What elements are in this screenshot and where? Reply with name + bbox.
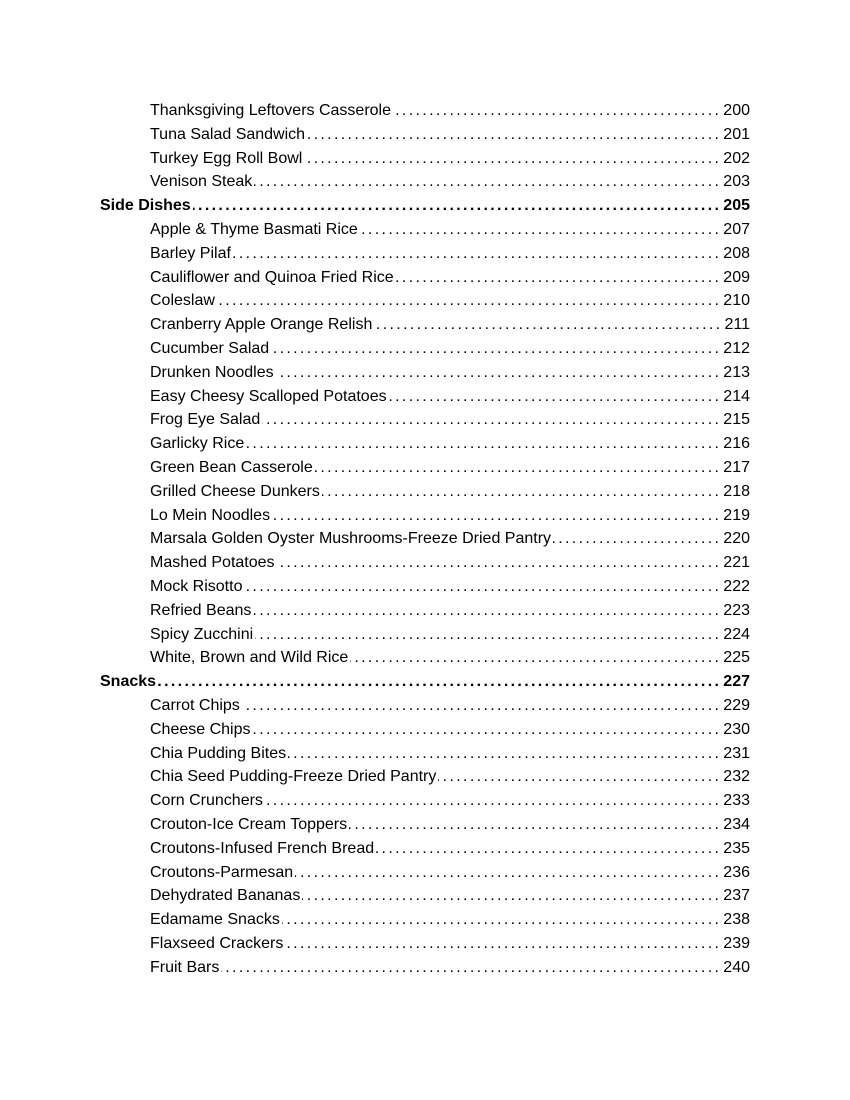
- dot-leader: [553, 527, 721, 551]
- toc-entry-title: Tuna Salad Sandwich: [150, 125, 306, 143]
- toc-entry[interactable]: [100, 527, 750, 551]
- toc-entry[interactable]: [100, 932, 750, 956]
- toc-entry-page: 221: [723, 554, 750, 572]
- toc-entry[interactable]: [100, 170, 750, 194]
- dot-leader: [376, 837, 721, 861]
- toc-entry-page: 209: [723, 268, 750, 286]
- toc-entry-title: Thanksgiving Leftovers Casserole: [150, 102, 392, 119]
- dot-leader: [282, 908, 721, 932]
- toc-entry-page: 223: [723, 601, 750, 619]
- toc-entry-title: Lo Mein Noodles: [150, 506, 271, 524]
- toc-entry-page: 229: [723, 696, 750, 714]
- toc-entry[interactable]: [100, 718, 750, 742]
- toc-entry[interactable]: [100, 313, 750, 337]
- toc-entry-title: Marsala Golden Oyster Mushrooms-Freeze Dried Pantry: [150, 530, 552, 548]
- toc-entry-title: Corn Crunchers: [150, 792, 263, 810]
- toc-entry-title: Side Dishes: [100, 197, 191, 215]
- toc-entry-page: 236: [723, 863, 750, 881]
- toc-entry[interactable]: [100, 194, 750, 218]
- toc-entry-page: 201: [723, 125, 750, 143]
- dot-leader: [246, 432, 721, 456]
- toc-entry[interactable]: [100, 99, 750, 123]
- toc-entry-page: 216: [723, 435, 750, 453]
- toc-entry-page: 220: [723, 530, 750, 548]
- toc-entry[interactable]: [100, 289, 750, 313]
- dot-leader: [349, 813, 721, 837]
- toc-entry[interactable]: [100, 956, 750, 980]
- toc-entry-page: 235: [723, 839, 750, 857]
- toc-entry-title: Chia Pudding Bites: [150, 744, 287, 762]
- toc-entry[interactable]: [100, 361, 750, 385]
- toc-entry[interactable]: [100, 575, 750, 599]
- dot-leader: [253, 599, 721, 623]
- toc-entry[interactable]: [100, 504, 750, 528]
- toc-entry[interactable]: [100, 218, 750, 242]
- dot-leader: [295, 861, 721, 885]
- toc-entry-page: 218: [723, 482, 750, 500]
- toc-entry-title: Crouton-Ice Cream Toppers: [150, 815, 348, 833]
- dot-leader: [262, 408, 721, 432]
- toc-entry-title: Green Bean Casserole: [150, 458, 313, 476]
- dot-leader: [438, 765, 721, 789]
- toc-entry[interactable]: [100, 408, 750, 432]
- toc-entry-page: 231: [723, 744, 750, 762]
- toc-entry-page: 211: [724, 316, 750, 334]
- dot-leader: [396, 266, 722, 290]
- dot-leader: [265, 789, 721, 813]
- toc-entry[interactable]: [100, 266, 750, 290]
- toc-entry-page: 239: [723, 934, 750, 952]
- toc-entry-title: Croutons-Parmesan: [150, 863, 294, 881]
- toc-entry-page: 225: [723, 649, 750, 667]
- toc-entry-title: Turkey Egg Roll Bowl: [150, 149, 303, 167]
- toc-entry-title: Cheese Chips: [150, 720, 251, 738]
- toc-entry-title: Frog Eye Salad: [150, 411, 261, 429]
- toc-entry-title: Snacks: [100, 673, 157, 691]
- toc-entry-title: Cranberry Apple Orange Relish: [150, 316, 373, 334]
- dot-leader: [315, 456, 722, 480]
- toc-entry-page: 212: [723, 339, 750, 357]
- dot-leader: [221, 956, 721, 980]
- toc-entry[interactable]: [100, 908, 750, 932]
- toc-entry-title: Refried Beans: [150, 601, 252, 619]
- toc-entry-title: Mock Risotto: [150, 577, 243, 595]
- toc-entry[interactable]: [100, 123, 750, 147]
- toc-entry[interactable]: [100, 432, 750, 456]
- toc-entry[interactable]: [100, 837, 750, 861]
- dot-leader: [350, 646, 721, 670]
- toc-entry[interactable]: [100, 861, 750, 885]
- toc-entry-title: Dehydrated Bananas: [150, 887, 301, 905]
- toc-entry-page: 217: [723, 458, 750, 476]
- dot-leader: [254, 170, 721, 194]
- toc-entry[interactable]: [100, 765, 750, 789]
- dot-leader: [304, 147, 721, 171]
- dot-leader: [193, 194, 722, 218]
- dot-leader: [393, 99, 721, 123]
- toc-entry[interactable]: [100, 599, 750, 623]
- toc-entry-title: Drunken Noodles: [150, 363, 274, 381]
- toc-entry-page: 207: [723, 220, 750, 238]
- toc-entry-page: 213: [723, 363, 750, 381]
- toc-entry[interactable]: [100, 480, 750, 504]
- toc-entry[interactable]: [100, 337, 750, 361]
- toc-entry[interactable]: [100, 623, 750, 647]
- toc-entry-title: Croutons-Infused French Bread: [150, 839, 375, 857]
- toc-entry-title: Coleslaw: [150, 292, 215, 310]
- dot-leader: [277, 551, 722, 575]
- dot-leader: [307, 123, 721, 147]
- dot-leader: [276, 361, 722, 385]
- toc-entry-page: 240: [723, 958, 750, 976]
- toc-entry-title: Spicy Zucchini: [150, 625, 254, 643]
- toc-entry-title: Garlicky Rice: [150, 435, 245, 453]
- toc-entry-title: Mashed Potatoes: [150, 554, 275, 572]
- toc-entry[interactable]: [100, 385, 750, 409]
- toc-entry-page: 200: [723, 102, 750, 119]
- dot-leader: [389, 385, 722, 409]
- toc-entry[interactable]: [100, 646, 750, 670]
- toc-entry[interactable]: [100, 456, 750, 480]
- toc-entry-page: 238: [723, 911, 750, 929]
- toc-entry-page: 215: [723, 411, 750, 429]
- toc-entry-title: Fruit Bars: [150, 958, 220, 976]
- dot-leader: [158, 670, 721, 694]
- toc-entry-page: 227: [723, 673, 750, 691]
- toc-entry[interactable]: [100, 884, 750, 908]
- toc-entry-title: Edamame Snacks: [150, 911, 280, 929]
- toc-entry-title: Cucumber Salad: [150, 339, 270, 357]
- dot-leader: [255, 623, 721, 647]
- dot-leader: [360, 218, 722, 242]
- toc-entry-title: White, Brown and Wild Rice: [150, 649, 349, 667]
- toc-entry[interactable]: [100, 789, 750, 813]
- toc-entry[interactable]: [100, 670, 750, 694]
- toc-entry-page: 208: [723, 244, 750, 262]
- toc-entry-page: 210: [723, 292, 750, 310]
- toc-entry-page: 233: [723, 792, 750, 810]
- toc-entry-page: 205: [723, 197, 750, 215]
- dot-leader: [322, 480, 721, 504]
- dot-leader: [288, 742, 721, 766]
- toc-entry-page: 214: [723, 387, 750, 405]
- toc-entry[interactable]: [100, 242, 750, 266]
- dot-leader: [244, 575, 721, 599]
- toc-entry-title: Apple & Thyme Basmati Rice: [150, 220, 358, 238]
- toc-entry[interactable]: [100, 551, 750, 575]
- dot-leader: [374, 313, 722, 337]
- dot-leader: [242, 694, 721, 718]
- toc-list: [100, 99, 750, 979]
- toc-entry-page: 224: [723, 625, 750, 643]
- toc-entry-page: 203: [723, 173, 750, 191]
- toc-entry-title: Cauliflower and Quinoa Fried Rice: [150, 268, 394, 286]
- toc-entry-page: 230: [723, 720, 750, 738]
- toc-entry-title: Easy Cheesy Scalloped Potatoes: [150, 387, 387, 405]
- toc-entry-page: 222: [723, 577, 750, 595]
- toc-entry-title: Venison Steak: [150, 173, 253, 191]
- toc-entry-title: Chia Seed Pudding-Freeze Dried Pantry: [150, 768, 437, 786]
- toc-entry[interactable]: [100, 742, 750, 766]
- dot-leader: [217, 289, 721, 313]
- dot-leader: [272, 504, 721, 528]
- toc-entry-page: 219: [723, 506, 750, 524]
- toc-entry-page: 237: [723, 887, 750, 905]
- toc-entry[interactable]: [100, 694, 750, 718]
- dot-leader: [285, 932, 721, 956]
- toc-entry-page: 202: [723, 149, 750, 167]
- dot-leader: [302, 884, 721, 908]
- dot-leader: [253, 718, 722, 742]
- dot-leader: [233, 242, 721, 266]
- toc-entry[interactable]: [100, 813, 750, 837]
- toc-entry[interactable]: [100, 147, 750, 171]
- toc-entry-page: 232: [723, 768, 750, 786]
- toc-entry-page: 234: [723, 815, 750, 833]
- toc-entry-title: Carrot Chips: [150, 696, 240, 714]
- toc-entry-title: Flaxseed Crackers: [150, 934, 284, 952]
- toc-entry-title: Barley Pilaf: [150, 244, 231, 262]
- toc-entry-title: Grilled Cheese Dunkers: [150, 482, 320, 500]
- dot-leader: [271, 337, 721, 361]
